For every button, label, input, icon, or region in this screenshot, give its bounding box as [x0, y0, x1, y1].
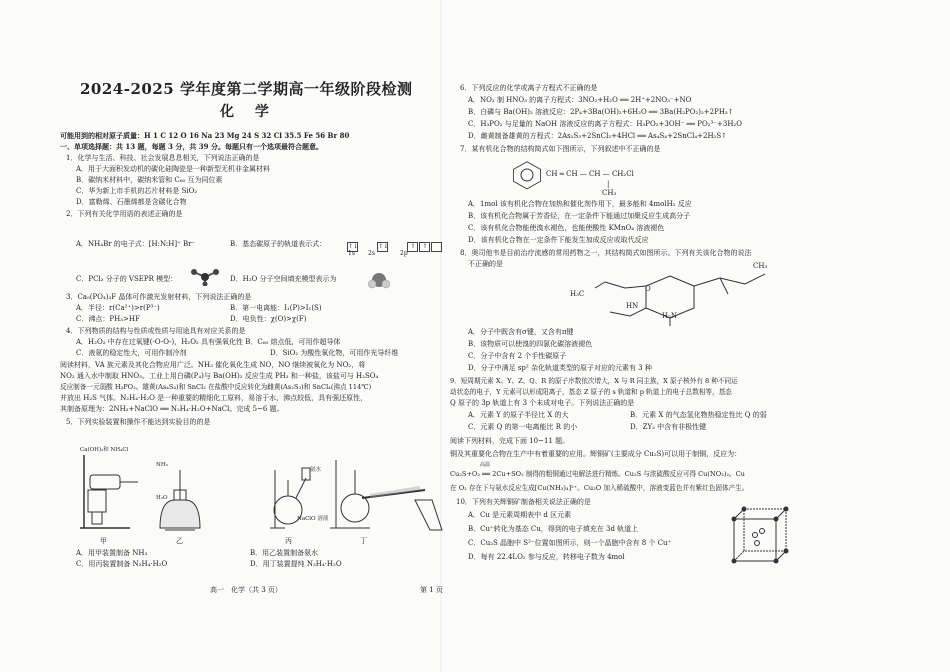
orbital-label-2p: 2p — [400, 250, 408, 257]
vsepr-model-image — [190, 268, 220, 286]
q6-stem: 6．下列反应的化学或离子方程式不正确的是 — [460, 84, 598, 92]
q9-option-b: B．元素 X 的气态氢化物热稳定性比 Q 的弱 — [630, 411, 767, 419]
q3-stem: 3．Ca₅(PO₄)₃F 晶体可作激光发射材料，下列说法正确的是 — [66, 293, 252, 301]
q4-stem: 4．下列物质的结构与性质或性质与用途具有对应关系的是 — [66, 327, 246, 335]
q2-stem: 2．下列有关化学用语的表述正确的是 — [66, 210, 183, 218]
reading-2-line-3: 在 O₂ 存在下与氨水反应生成[Cu(NH₃)₄]²⁺。Cu₂O 加入稀硫酸中，溶液变蓝色并有紫红色固体产生。 — [450, 484, 749, 492]
q7-branch-bond: | — [607, 180, 610, 188]
q5-stem: 5．下列实验装置和操作不能达到实验目的的是 — [66, 418, 211, 426]
q3-option-d: D．电负性：χ(O)>χ(F) — [230, 315, 307, 323]
q8-label-nh2: H₂N — [662, 312, 678, 320]
q6-option-d: D．雌黄制备雄黄的方程式：2As₂S₃+2SnCl₂+4HCl ══ As₄S₄+2SnCl₄+2H₂S↑ — [468, 132, 728, 140]
q4-option-ab: A．H₂O₂ 中存在过氧键(-O-O-)，H₂O₂ 具有强氧化性 B．C₆₀ 熔点低，可用作超导体 — [76, 338, 341, 346]
q1-option-a: A．用于大面积发动机的碳化硅陶瓷是一种新型无机非金属材料 — [76, 165, 271, 173]
q7-option-b: B．该有机化合物属于芳香烃，在一定条件下能通过加聚反应生成高分子 — [468, 212, 691, 220]
q5-option-a: A．用甲装置制备 NH₃ — [76, 549, 148, 557]
q1-option-d: D．富勒烯、石墨烯都是含碳化合物 — [76, 198, 187, 206]
q8-stem: 8．奥司他韦是目前治疗流感的常用药物之一，其结构简式如图所示。下列有关该化合物的说法 — [460, 249, 752, 257]
q10-option-c: C．Cu₂S 晶胞中 S²⁻位置如图所示，则一个晶胞中含有 8 个 Cu⁺ — [468, 539, 672, 547]
q9-option-c: C．元素 Q 的第一电离能比 R 的小 — [468, 423, 578, 431]
apparatus-yi-label-1: NH₃ — [156, 462, 168, 468]
orbital-label-1s: 1s — [348, 250, 355, 257]
q9-stem-3: Q 原子的 3p 轨道上有 3 个未成对电子。下列说法正确的是 — [450, 399, 635, 407]
q10-option-b: B．Cu⁺转化为基态 Cu，得到的电子填充在 3d 轨道上 — [468, 525, 639, 533]
reading-line-3: 反应制备一元弱酸 H₃PO₂。雄黄(As₄S₄)和 SnCl₂ 在盐酸中反应转化为雌黄(As₂S₃)和 SnCl₄(沸点 114℃) — [60, 383, 372, 391]
apparatus-name-ding: 丁 — [360, 537, 367, 545]
q9-option-d: D．ZY₂ 中含有非极性键 — [630, 423, 707, 431]
q10-option-d: D．每有 22.4LO₂ 参与反应，转移电子数为 4mol — [468, 553, 625, 561]
q3-option-a: A．半径：r(Ca²⁺)>r(P³⁻) — [76, 304, 160, 312]
orbital-label-2s: 2s — [368, 250, 375, 257]
atomic-masses: 可能用到的相对原子质量：H 1 C 12 O 16 Na 23 Mg 24 S 32 Cl 35.5 Fe 56 Br 80 — [60, 131, 350, 140]
apparatus-name-bing: 丙 — [285, 537, 292, 545]
section-heading: 一、单项选择题：共 13 题，每题 3 分，共 39 分。每题只有一个选项最符合题意。 — [60, 142, 323, 151]
q8-label-o: O — [645, 285, 651, 293]
q6-option-a: A．NO₂ 制 HNO₃ 的离子方程式：3NO₂+H₂O ══ 2H⁺+2NO₃⁻+NO — [468, 96, 692, 104]
exam-subject: 化 学 — [220, 104, 277, 120]
apparatus-name-jia: 甲 — [100, 537, 107, 545]
q7-chain: CH ═ CH — CH — CH₂Cl — [546, 170, 634, 178]
q5-option-c: C．用丙装置制备 N₂H₄·H₂O — [76, 560, 168, 568]
footer-left: 高一 化学（共 3 页） — [210, 586, 282, 594]
reading-line-4: 并放出 H₂S 气体。N₂H₄·H₂O 是一种重要的精细化工原料，易溶于水，沸点较低，具有强还原性， — [60, 394, 368, 402]
q5-option-d: D．用丁装置提纯 N₂H₄·H₂O — [250, 560, 342, 568]
q9-option-a: A．元素 Y 的原子半径比 X 的大 — [468, 411, 569, 419]
reading-2-heading: 阅读下列材料，完成下面 10~11 题。 — [450, 437, 570, 445]
q2-option-a: A．NH₄Br 的电子式：[H:N:H]⁺ Br⁻ — [76, 240, 196, 248]
left-column — [60, 0, 450, 672]
benzene-ring-image — [510, 160, 550, 190]
q5-option-b: B．用乙装置制备氨水 — [250, 549, 319, 557]
q4-option-d: D．SiO₂ 为酸性氧化物，可用作光导纤维 — [270, 349, 399, 357]
reading-2-line-2: Cu₂S+O₂ ══ 2Cu+SO₂ 制得的粗铜通过电解法进行精炼。Cu₂S 与浓硫酸反应可得 Cu(NO₃)₂。Cu — [450, 470, 745, 478]
crystal-cell-image — [730, 505, 790, 567]
orbital-box — [431, 242, 442, 252]
q2-option-d: D．H₂O 分子空间填充模型表示为 — [230, 275, 337, 283]
q10-stem: 10．下列有关辉铜矿制备相关说法正确的是 — [456, 498, 591, 506]
orbital-diagram — [347, 236, 443, 255]
orbital-box: ↑↓ — [348, 242, 359, 250]
q6-option-c: C．H₃PO₂ 与足量的 NaOH 溶液反应的离子方程式：H₃PO₂+3OH⁻ ══ PO₂³⁻+3H₂O — [468, 120, 742, 128]
q1-option-c: C．华为新上市手机的芯片材料是 SiO₂ — [76, 187, 198, 195]
q8-label-ch3: CH₃ — [753, 262, 768, 270]
reading-2-line-1: 铜及其重要化合物在生产中有着重要的应用。辉铜矿(主要成分 Cu₂S)可以用于制铜，反应为： — [450, 450, 742, 458]
q4-option-c: C．液氨的稳定性大，可用作制冷剂 — [76, 349, 187, 357]
q8-stem-cont: 不正确的是 — [468, 260, 503, 268]
orbital-box: ↑ — [419, 242, 430, 252]
q1-option-b: B．碳纳米材料中，碳纳米管和 C₆₀ 互为同位素 — [76, 176, 223, 184]
q9-stem-2: 动状态的电子，Y 元素可以形成阳离子，基态 Z 原子的 s 轨道和 p 轨道上的电子总数相等，基态 — [450, 388, 732, 396]
reading-line-5: 其制备原理为：2NH₃+NaClO ══ N₂H₄·H₂O+NaCl。完成 5~6 题。 — [60, 405, 284, 413]
q2-option-c: C．PCl₃ 分子的 VSEPR 模型： — [76, 275, 178, 283]
water-model-image — [368, 271, 390, 289]
exam-title: 2024-2025 学年度第二学期高一年级阶段检测 — [80, 80, 413, 98]
q1-stem: 1．化学与生活、科技、社会发展息息相关，下列说法正确的是 — [66, 154, 260, 162]
apparatus-figure — [70, 440, 450, 540]
reading-line-1: 阅读材料，VA 族元素及其化合物应用广泛。NH₃ 催化氧化生成 NO，NO 继续被氧化为 NO₂，将 — [60, 361, 366, 369]
q8-option-d: D．分子中满足 sp² 杂化轨道类型的原子对应的元素有 3 种 — [468, 364, 652, 372]
q2-option-b: B．基态碳原子的轨道表示式： — [230, 240, 327, 248]
q7-option-c: C．该有机化合物能使溴水褪色，也能使酸性 KMnO₄ 溶液褪色 — [468, 224, 665, 232]
heat-symbol: 高温 — [480, 462, 491, 468]
q7-option-a: A．1mol 该有机化合物在加热和催化剂作用下，最多能和 4molH₂ 反应 — [468, 200, 692, 208]
orbital-box: ↑↓ — [378, 242, 389, 250]
q3-option-c: C．沸点：PH₃>HF — [76, 315, 140, 323]
q8-option-b: B．该物质可以使溴的四氯化碳溶液褪色 — [468, 340, 593, 348]
q6-option-b: B．白磷与 Ba(OH)₂ 溶液反应：2P₄+3Ba(OH)₂+6H₂O ══ 3Ba(H₂PO₂)₂+2PH₃↑ — [468, 108, 734, 116]
q3-option-b: B．第一电离能：I₁(P)>I₁(S) — [230, 304, 322, 312]
q7-stem: 7．某有机化合物的结构简式如下图所示，下列叙述中不正确的是 — [460, 145, 661, 153]
orbital-box: ↑ — [407, 242, 418, 252]
q8-option-a: A．分子中既含有σ键，又含有π键 — [468, 328, 574, 336]
apparatus-name-yi: 乙 — [176, 537, 183, 545]
q8-label-hn: HN — [626, 302, 639, 310]
q8-label-h3c: H₃C — [570, 290, 585, 298]
right-column — [450, 0, 870, 672]
apparatus-jia-label: Ca(OH)₂和 NH₄Cl — [80, 447, 129, 453]
q9-stem-1: 9．短周期元素 X、Y、Z、Q、R 的原子序数依次增大，X 与 R 同主族，X 原子核外有 8 种不同运 — [450, 377, 738, 385]
q8-option-c: C．分子中含有 2 个手性碳原子 — [468, 352, 567, 360]
oseltamivir-structure-image — [570, 268, 790, 328]
apparatus-bing-label-2: NaClO 溶液 — [297, 516, 329, 522]
q7-branch: CH₃ — [602, 189, 617, 197]
footer-page-number: 第 1 页 — [420, 586, 443, 594]
apparatus-yi-label-2: H₂O — [156, 495, 168, 501]
apparatus-bing-label-1: 氨水 — [310, 467, 322, 473]
q7-option-d: D．该有机化合物在一定条件下能发生加成反应或取代反应 — [468, 236, 649, 244]
reading-line-2: NO₂ 通入水中制取 HNO₃。工业上用白磷(P₄)与 Ba(OH)₂ 反应生成 PH₃ 和一种盐，该盐可与 H₂SO₄ — [60, 372, 379, 380]
q10-option-a: A．Cu 是元素周期表中 d 区元素 — [468, 511, 572, 519]
